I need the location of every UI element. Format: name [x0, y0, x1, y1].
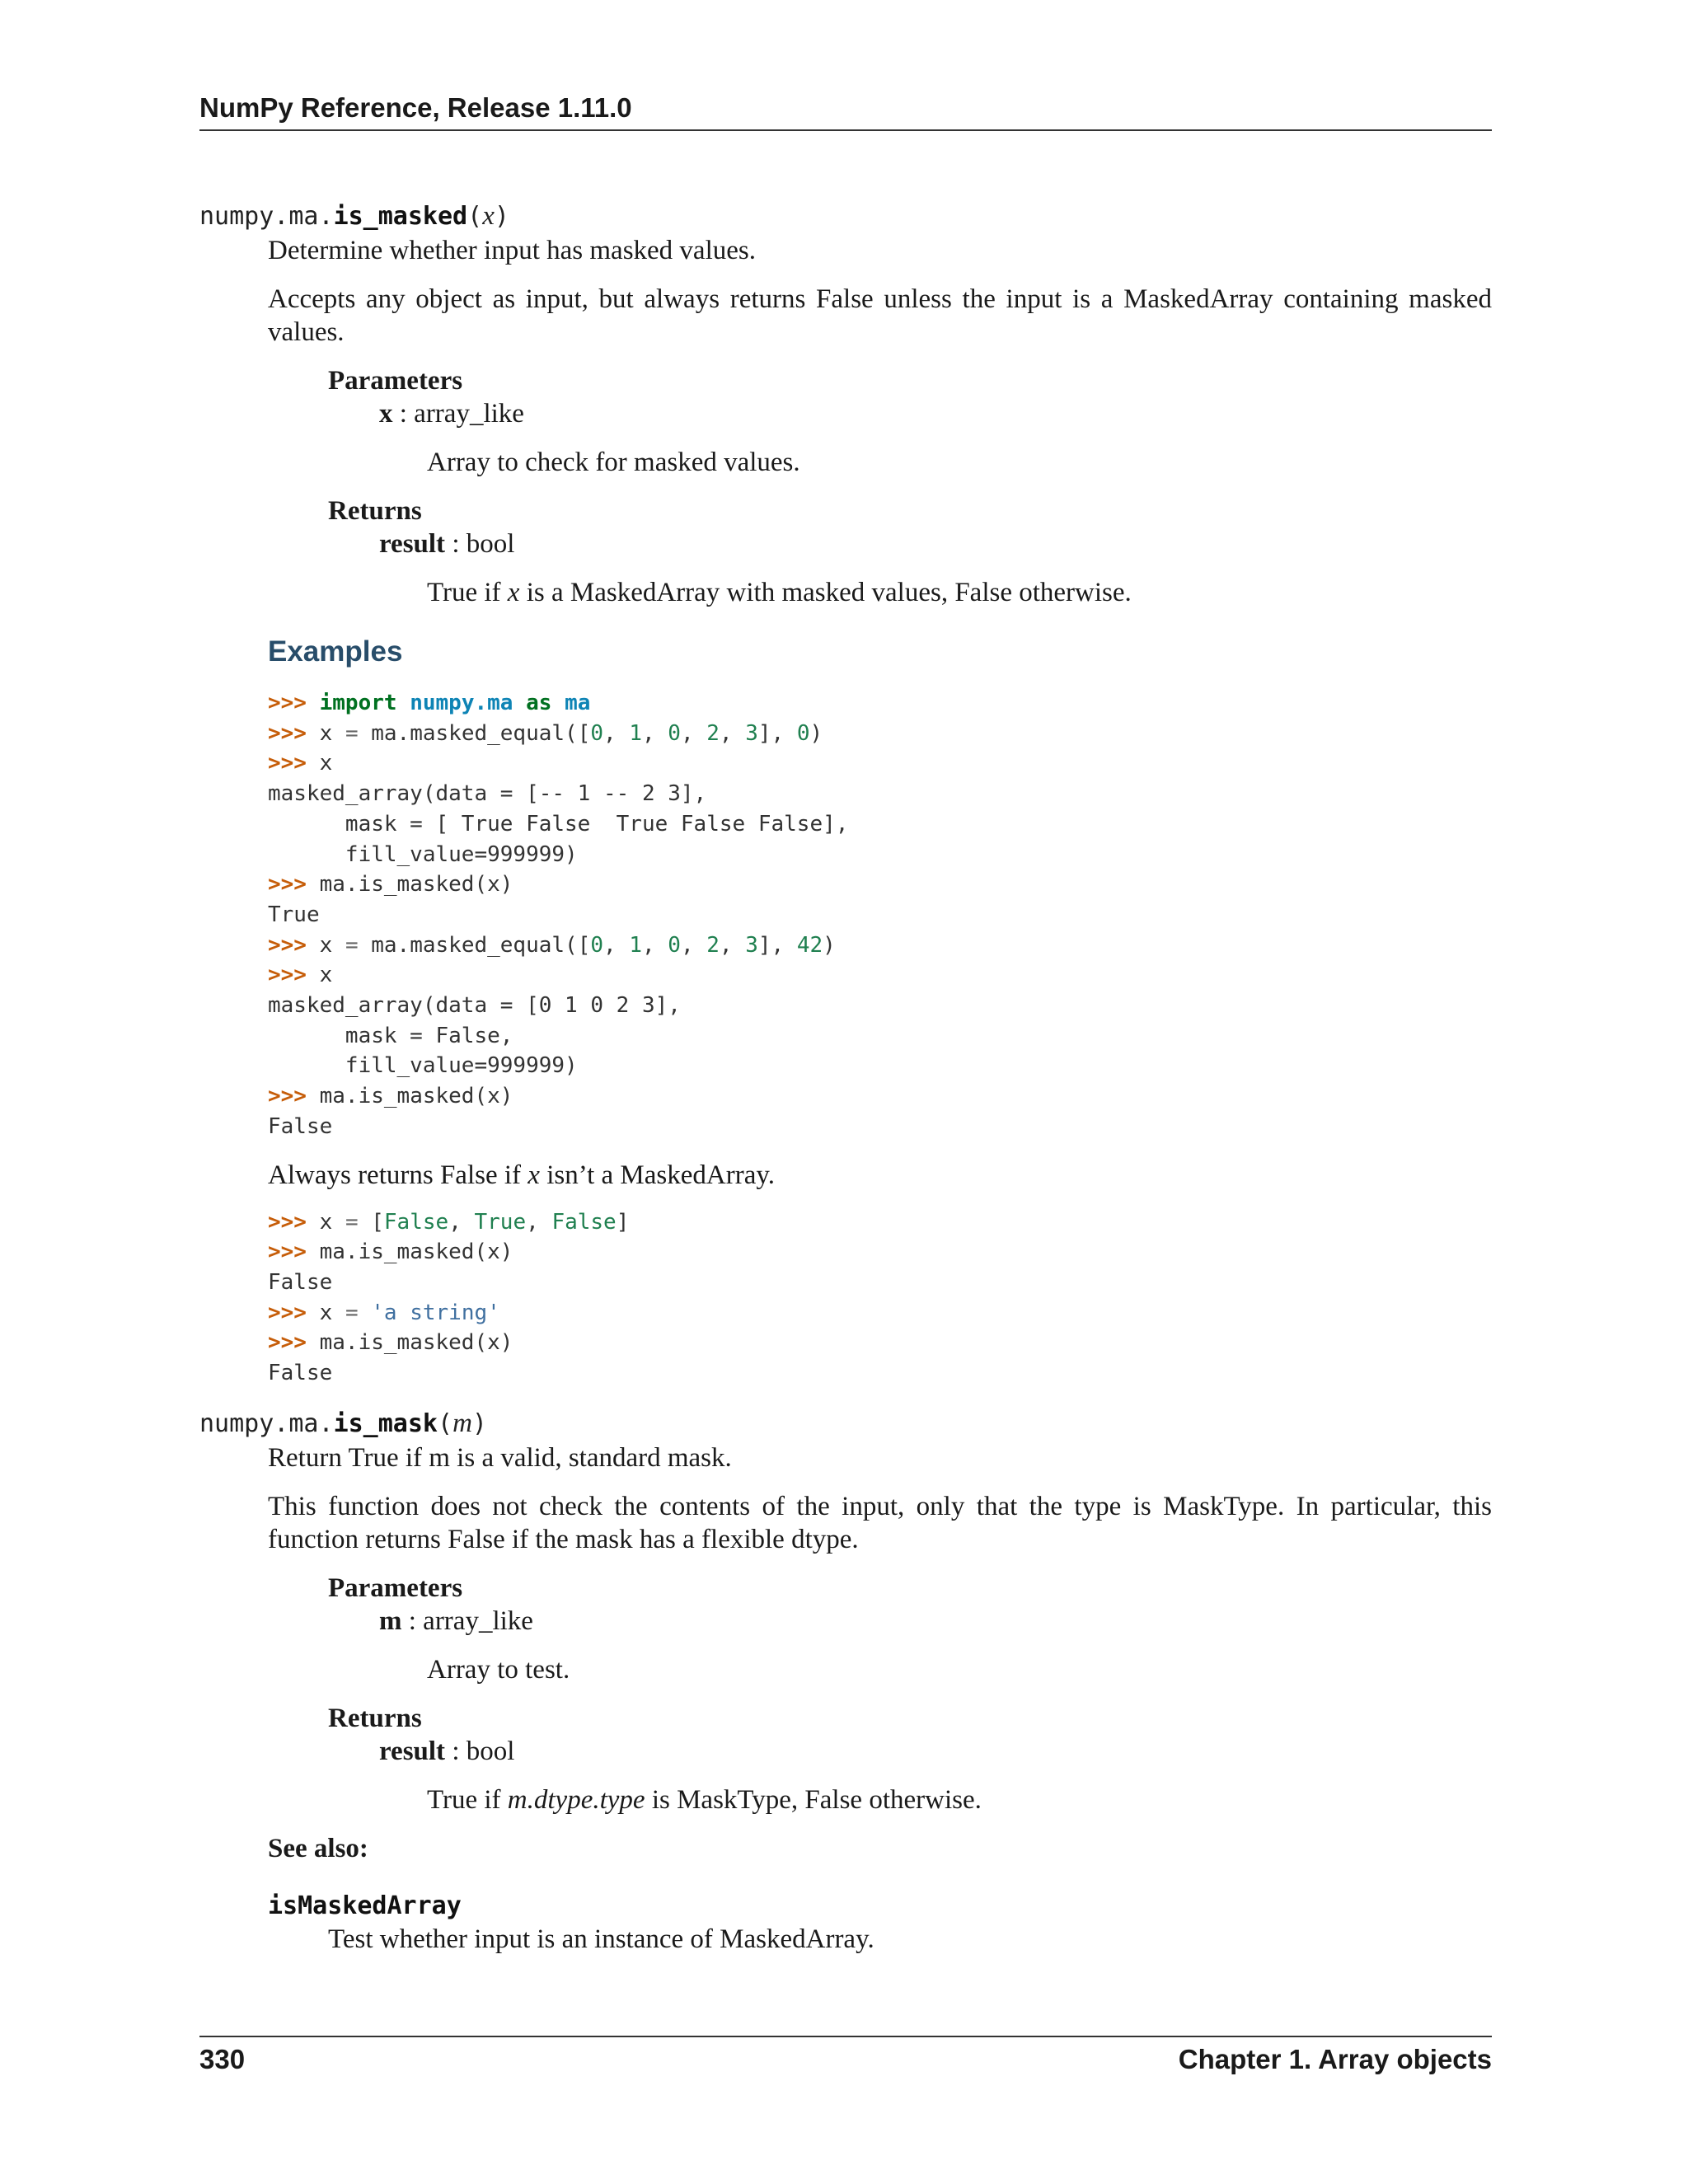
page-content: [199, 198, 1492, 1956]
return-desc-text: is MaskType, False otherwise.: [645, 1784, 982, 1815]
see-also-description: Test whether input is an instance of MaskedArray.: [328, 1924, 874, 1954]
code-line: >>> x = 'a string': [268, 1300, 500, 1325]
param-sep: :: [392, 399, 415, 429]
code-line: fill_value=999999): [268, 841, 578, 867]
body-text: [268, 1159, 1492, 1192]
return-desc-text: True if: [427, 578, 508, 607]
code-example-block: [268, 1207, 1492, 1389]
see-also-link-ismaskedarray[interactable]: isMaskedArray: [268, 1891, 462, 1920]
see-also-label: See also:: [268, 1833, 368, 1863]
returns-section: [328, 1702, 1492, 1816]
code-example-block: [268, 688, 1492, 1142]
examples-heading: Examples: [268, 635, 403, 668]
returns-label: Returns: [328, 1703, 422, 1733]
summary-text: Return True if m is a valid, standard mask.: [268, 1442, 732, 1473]
page-number: 330: [199, 2044, 246, 2074]
function-signature-is-masked: numpy.ma.is_masked(x): [199, 201, 509, 231]
param-description: Array to check for masked values.: [427, 448, 800, 477]
code-line: >>> ma.is_masked(x): [268, 1330, 513, 1356]
returns-label: Returns: [328, 496, 422, 526]
footer-rule: [199, 2036, 1492, 2037]
param-name: x: [379, 399, 393, 429]
function-signature-is-mask: numpy.ma.is_mask(m): [199, 1408, 487, 1438]
return-type: bool: [466, 1736, 515, 1766]
text-run: isn’t a MaskedArray.: [539, 1160, 775, 1190]
code-line: >>> x = [False, True, False]: [268, 1209, 630, 1235]
param-description: Array to test.: [427, 1654, 570, 1685]
param-type: array_like: [414, 399, 524, 429]
return-desc-text: True if: [427, 1784, 508, 1815]
function-description-is-masked: [268, 234, 1492, 1389]
return-result: [379, 1735, 1492, 1768]
return-description: [427, 1783, 1492, 1816]
code-line: True: [268, 902, 320, 927]
code-line: False: [268, 1361, 333, 1386]
parameter-x: [379, 397, 1492, 430]
summary-text: Determine whether input has masked values.: [268, 236, 756, 265]
param-type: array_like: [423, 1605, 533, 1636]
return-name: result: [379, 1736, 446, 1766]
parameters-label: Parameters: [328, 1572, 463, 1603]
return-desc-var: m.dtype.type: [507, 1784, 645, 1815]
code-line: >>> x = ma.masked_equal([0, 1, 0, 2, 3], 0): [268, 720, 823, 746]
text-var: x: [528, 1160, 540, 1190]
body-text: This function does not check the contents of the input, only that the type is MaskType. In particular, this function returns False if the mask has a flexible dtype.: [268, 1491, 1492, 1554]
return-sep: :: [445, 529, 467, 559]
code-line: masked_array(data = [-- 1 -- 2 3],: [268, 781, 707, 807]
code-line: masked_array(data = [0 1 0 2 3],: [268, 993, 681, 1019]
return-desc-text: is a MaskedArray with masked values, False otherwise.: [519, 578, 1132, 607]
function-name: is_masked: [333, 202, 468, 231]
parameters-section: [328, 364, 1492, 479]
chapter-title: Chapter 1. Array objects: [1178, 2044, 1492, 2074]
param-sep: :: [401, 1605, 424, 1636]
code-line: >>> ma.is_masked(x): [268, 1240, 513, 1265]
return-sep: :: [445, 1736, 467, 1766]
function-arg: x: [482, 201, 495, 231]
module-prefix: numpy.ma.: [199, 202, 334, 231]
function-arg: m: [452, 1408, 472, 1438]
code-line: >>> ma.is_masked(x): [268, 872, 513, 898]
parameters-section: [328, 1572, 1492, 1686]
parameter-m: [379, 1605, 1492, 1638]
code-line: mask = [ True False True False False],: [268, 811, 849, 837]
code-line: fill_value=999999): [268, 1053, 578, 1079]
text-run: Always returns False if: [268, 1160, 528, 1190]
code-line: >>> x: [268, 751, 333, 776]
parameters-label: Parameters: [328, 366, 463, 396]
return-type: bool: [466, 529, 515, 559]
return-description: [427, 576, 1492, 609]
code-line: False: [268, 1113, 333, 1139]
body-text: Accepts any object as input, but always returns False unless the input is a MaskedArray containing masked values.: [268, 284, 1492, 347]
return-desc-var: x: [507, 578, 520, 607]
code-line: False: [268, 1269, 333, 1295]
running-header: NumPy Reference, Release 1.11.0: [199, 92, 632, 123]
module-prefix: numpy.ma.: [199, 1408, 334, 1438]
header-rule: [199, 129, 1492, 131]
return-name: result: [379, 529, 446, 559]
code-line: >>> x = ma.masked_equal([0, 1, 0, 2, 3], 42): [268, 932, 836, 958]
code-line: >>> import numpy.ma as ma: [268, 691, 591, 715]
function-name: is_mask: [333, 1408, 438, 1438]
code-line: >>> x: [268, 963, 333, 988]
code-line: >>> ma.is_masked(x): [268, 1084, 513, 1109]
return-result: [379, 527, 1492, 560]
function-description-is-mask: [268, 1441, 1492, 1956]
param-name: m: [379, 1605, 402, 1636]
code-line: mask = False,: [268, 1023, 513, 1048]
returns-section: [328, 494, 1492, 609]
